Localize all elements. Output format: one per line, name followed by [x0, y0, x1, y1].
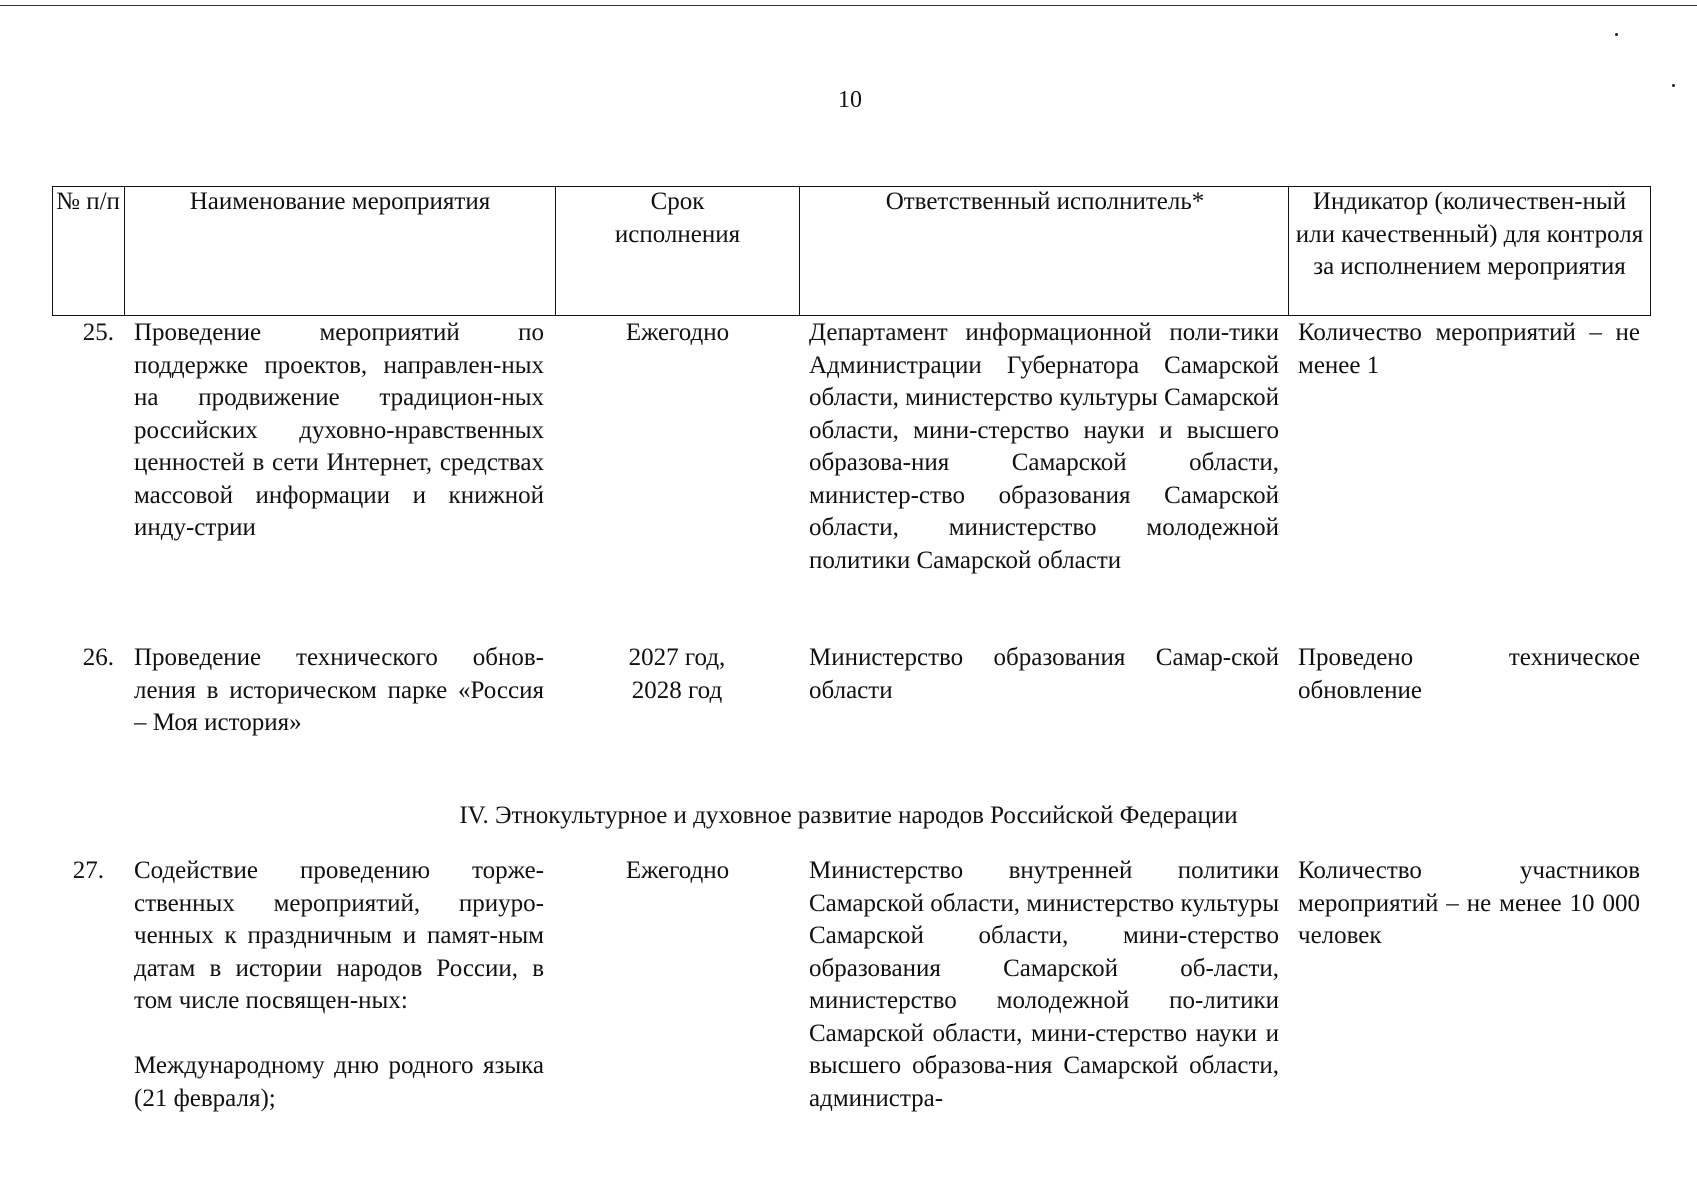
row-deadline: 2027 год, 2028 год: [628, 644, 726, 704]
header-divider: [555, 186, 556, 316]
row-number: 25.: [82, 319, 114, 346]
scan-speck: [1615, 33, 1618, 36]
row-name: Содействие проведению торже-ственных мероприятий, приуро-ченных к праздничным и памят-ным датам в истории народов России, в том числе посвящен-ных:: [134, 857, 544, 1014]
header-responsible: Ответственный исполнитель*: [885, 188, 1205, 215]
row-number: 27.: [72, 857, 104, 884]
row-deadline: Ежегодно: [625, 857, 730, 884]
section-heading: IV. Этнокультурное и духовное развитие народов Российской Федерации: [459, 802, 1238, 829]
page-number: 10: [838, 87, 862, 113]
header-number: № п/п: [56, 188, 120, 215]
row-indicator: Количество участников мероприятий – не менее 10 000 человек: [1298, 857, 1640, 949]
scan-speck: [1672, 84, 1675, 87]
row-responsible: Министерство образования Самар-ской области: [809, 644, 1279, 704]
row-name-item: Международному дню родного языка (21 февраля);: [134, 1052, 544, 1112]
header-divider: [799, 186, 800, 316]
row-number: 26.: [82, 644, 114, 671]
row-responsible: Министерство внутренней политики Самарской области, министерство культуры Самарской области, мини-стерство образования Самарской об-ласти, министерство молодежной по-литики Самарской области, мини-стерство науки и высшего образова-ния Самарской области, администра-: [809, 857, 1279, 1112]
header-indicator: Индикатор (количествен-ный или качественный) для контроля за исполнением мероприятия: [1295, 188, 1644, 280]
row-indicator: Проведено техническое обновление: [1298, 644, 1640, 704]
header-deadline: Срок исполнения: [614, 188, 741, 248]
header-divider: [1288, 186, 1289, 316]
row-name: Проведение мероприятий по поддержке проектов, направлен-ных на продвижение традицион-ных российских духовно-нравственных ценностей в сети Интернет, средствах массовой информации и книжной инду-стрии: [134, 319, 544, 541]
top-rule: [0, 5, 1697, 6]
row-responsible: Департамент информационной поли-тики Администрации Губернатора Самарской области, министерство культуры Самарской области, мини-стерство науки и высшего образова-ния Самарской области, министер-ство образования Самарской области, министерство молодежной политики Самарской области: [809, 319, 1279, 574]
header-divider: [124, 186, 125, 316]
row-deadline: Ежегодно: [625, 319, 730, 346]
row-name: Проведение технического обнов-ления в историческом парке «Россия – Моя история»: [134, 644, 544, 736]
row-indicator: Количество мероприятий – не менее 1: [1298, 319, 1640, 379]
header-name: Наименование мероприятия: [189, 188, 491, 215]
